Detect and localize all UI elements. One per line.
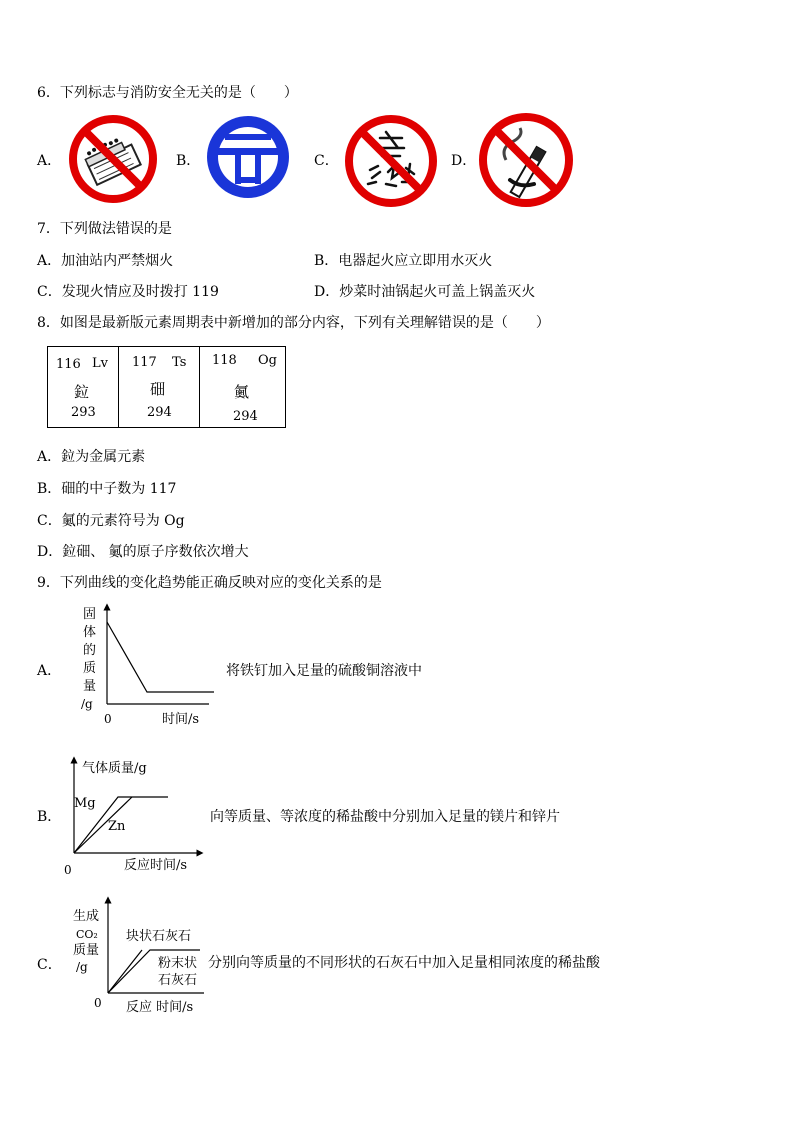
element-name: 鿫 xyxy=(234,383,250,401)
graph-a xyxy=(74,602,214,732)
water-saving-icon xyxy=(205,114,291,200)
q9-option-b-desc: 向等质量、等浓度的稀盐酸中分别加入足量的镁片和锌片 xyxy=(210,809,560,825)
q8-option-d: D．鉝鿬、 鿫的原子序数依次增大 xyxy=(37,544,249,560)
y-label: 气体质量/g xyxy=(82,761,147,776)
q6-option-c-letter: C． xyxy=(314,153,339,169)
y-label-4: 质 xyxy=(83,661,97,676)
q8-option-b: B．鿬的中子数为 117 xyxy=(37,481,177,497)
element-symbol: Lv xyxy=(92,356,108,371)
element-number: 118 xyxy=(212,353,237,368)
q9-option-c-desc: 分别向等质量的不同形状的石灰石中加入足量相同浓度的稀盐酸 xyxy=(208,955,600,971)
q7-option-c: C．发现火情应及时拨打 119 xyxy=(37,284,219,300)
series-label-powder-1: 粉末状 xyxy=(158,956,198,971)
q7-option-b: B．电器起火应立即用水灭火 xyxy=(314,253,493,269)
q7-stem: 7．下列做法错误的是 xyxy=(37,221,172,237)
series-label-mg: Mg xyxy=(74,796,96,811)
q6-option-b-letter: B． xyxy=(176,153,201,169)
x-label: 时间/s xyxy=(162,712,200,727)
graph-b xyxy=(60,754,210,878)
q6-option-a-letter: A． xyxy=(37,153,62,169)
graph-c xyxy=(70,896,206,1018)
origin-label: 0 xyxy=(104,712,112,726)
q7-option-a: A．加油站内严禁烟火 xyxy=(37,253,174,269)
element-name: 鉝 xyxy=(74,383,90,401)
q9-option-c-letter: C． xyxy=(37,957,62,973)
no-smoking-icon xyxy=(476,110,576,210)
element-mass: 294 xyxy=(147,405,172,420)
y-label-4: /g xyxy=(76,960,88,974)
y-label-1: 固 xyxy=(83,607,97,622)
element-cell-117 xyxy=(119,347,200,428)
q9-option-a-desc: 将铁钉加入足量的硫酸铜溶液中 xyxy=(226,663,422,679)
q7-option-d: D．炒菜时油锅起火可盖上锅盖灭火 xyxy=(314,284,536,300)
series-label-block: 块状石灰石 xyxy=(126,929,192,944)
element-mass: 293 xyxy=(71,405,96,420)
element-mass: 294 xyxy=(233,409,258,424)
element-number: 116 xyxy=(56,357,81,372)
q6-stem: 6．下列标志与消防安全无关的是（ ） xyxy=(37,85,298,101)
element-cell-118 xyxy=(200,347,286,428)
q8-option-c: C．鿫的元素符号为 Og xyxy=(37,513,185,529)
y-label-6: /g xyxy=(81,697,93,711)
y-label-2: CO₂ xyxy=(76,928,98,941)
no-fireworks-icon xyxy=(342,112,440,210)
element-name: 鿬 xyxy=(150,380,166,398)
curve xyxy=(107,622,214,692)
curve-powder xyxy=(108,950,142,993)
element-symbol: Og xyxy=(258,353,277,368)
y-label-3: 的 xyxy=(83,643,97,658)
y-label-5: 量 xyxy=(83,679,97,694)
x-label: 反应 时间/s xyxy=(126,1000,194,1015)
q9-option-b-letter: B． xyxy=(37,809,62,825)
q6-option-d-letter: D． xyxy=(451,153,477,169)
x-label: 反应时间/s xyxy=(124,858,188,873)
q8-stem: 8．如图是最新版元素周期表中新增加的部分内容，下列有关理解错误的是（ ） xyxy=(37,315,550,331)
q9-option-a-letter: A． xyxy=(37,663,62,679)
y-label-3: 质量 xyxy=(73,943,100,958)
y-label-2: 体 xyxy=(83,625,97,640)
element-cell-116 xyxy=(48,347,119,428)
y-label-1: 生成 xyxy=(73,909,100,924)
periodic-table-excerpt xyxy=(47,346,286,428)
q9-stem: 9．下列曲线的变化趋势能正确反映对应的变化关系的是 xyxy=(37,575,382,591)
q8-option-a: A．鉝为金属元素 xyxy=(37,449,146,465)
series-label-zn: Zn xyxy=(108,819,126,834)
series-label-powder-2: 石灰石 xyxy=(158,973,198,988)
origin-label: 0 xyxy=(64,863,72,877)
element-symbol: Ts xyxy=(172,355,187,370)
no-matches-icon xyxy=(66,112,160,206)
origin-label: 0 xyxy=(94,996,102,1010)
element-number: 117 xyxy=(132,355,157,370)
